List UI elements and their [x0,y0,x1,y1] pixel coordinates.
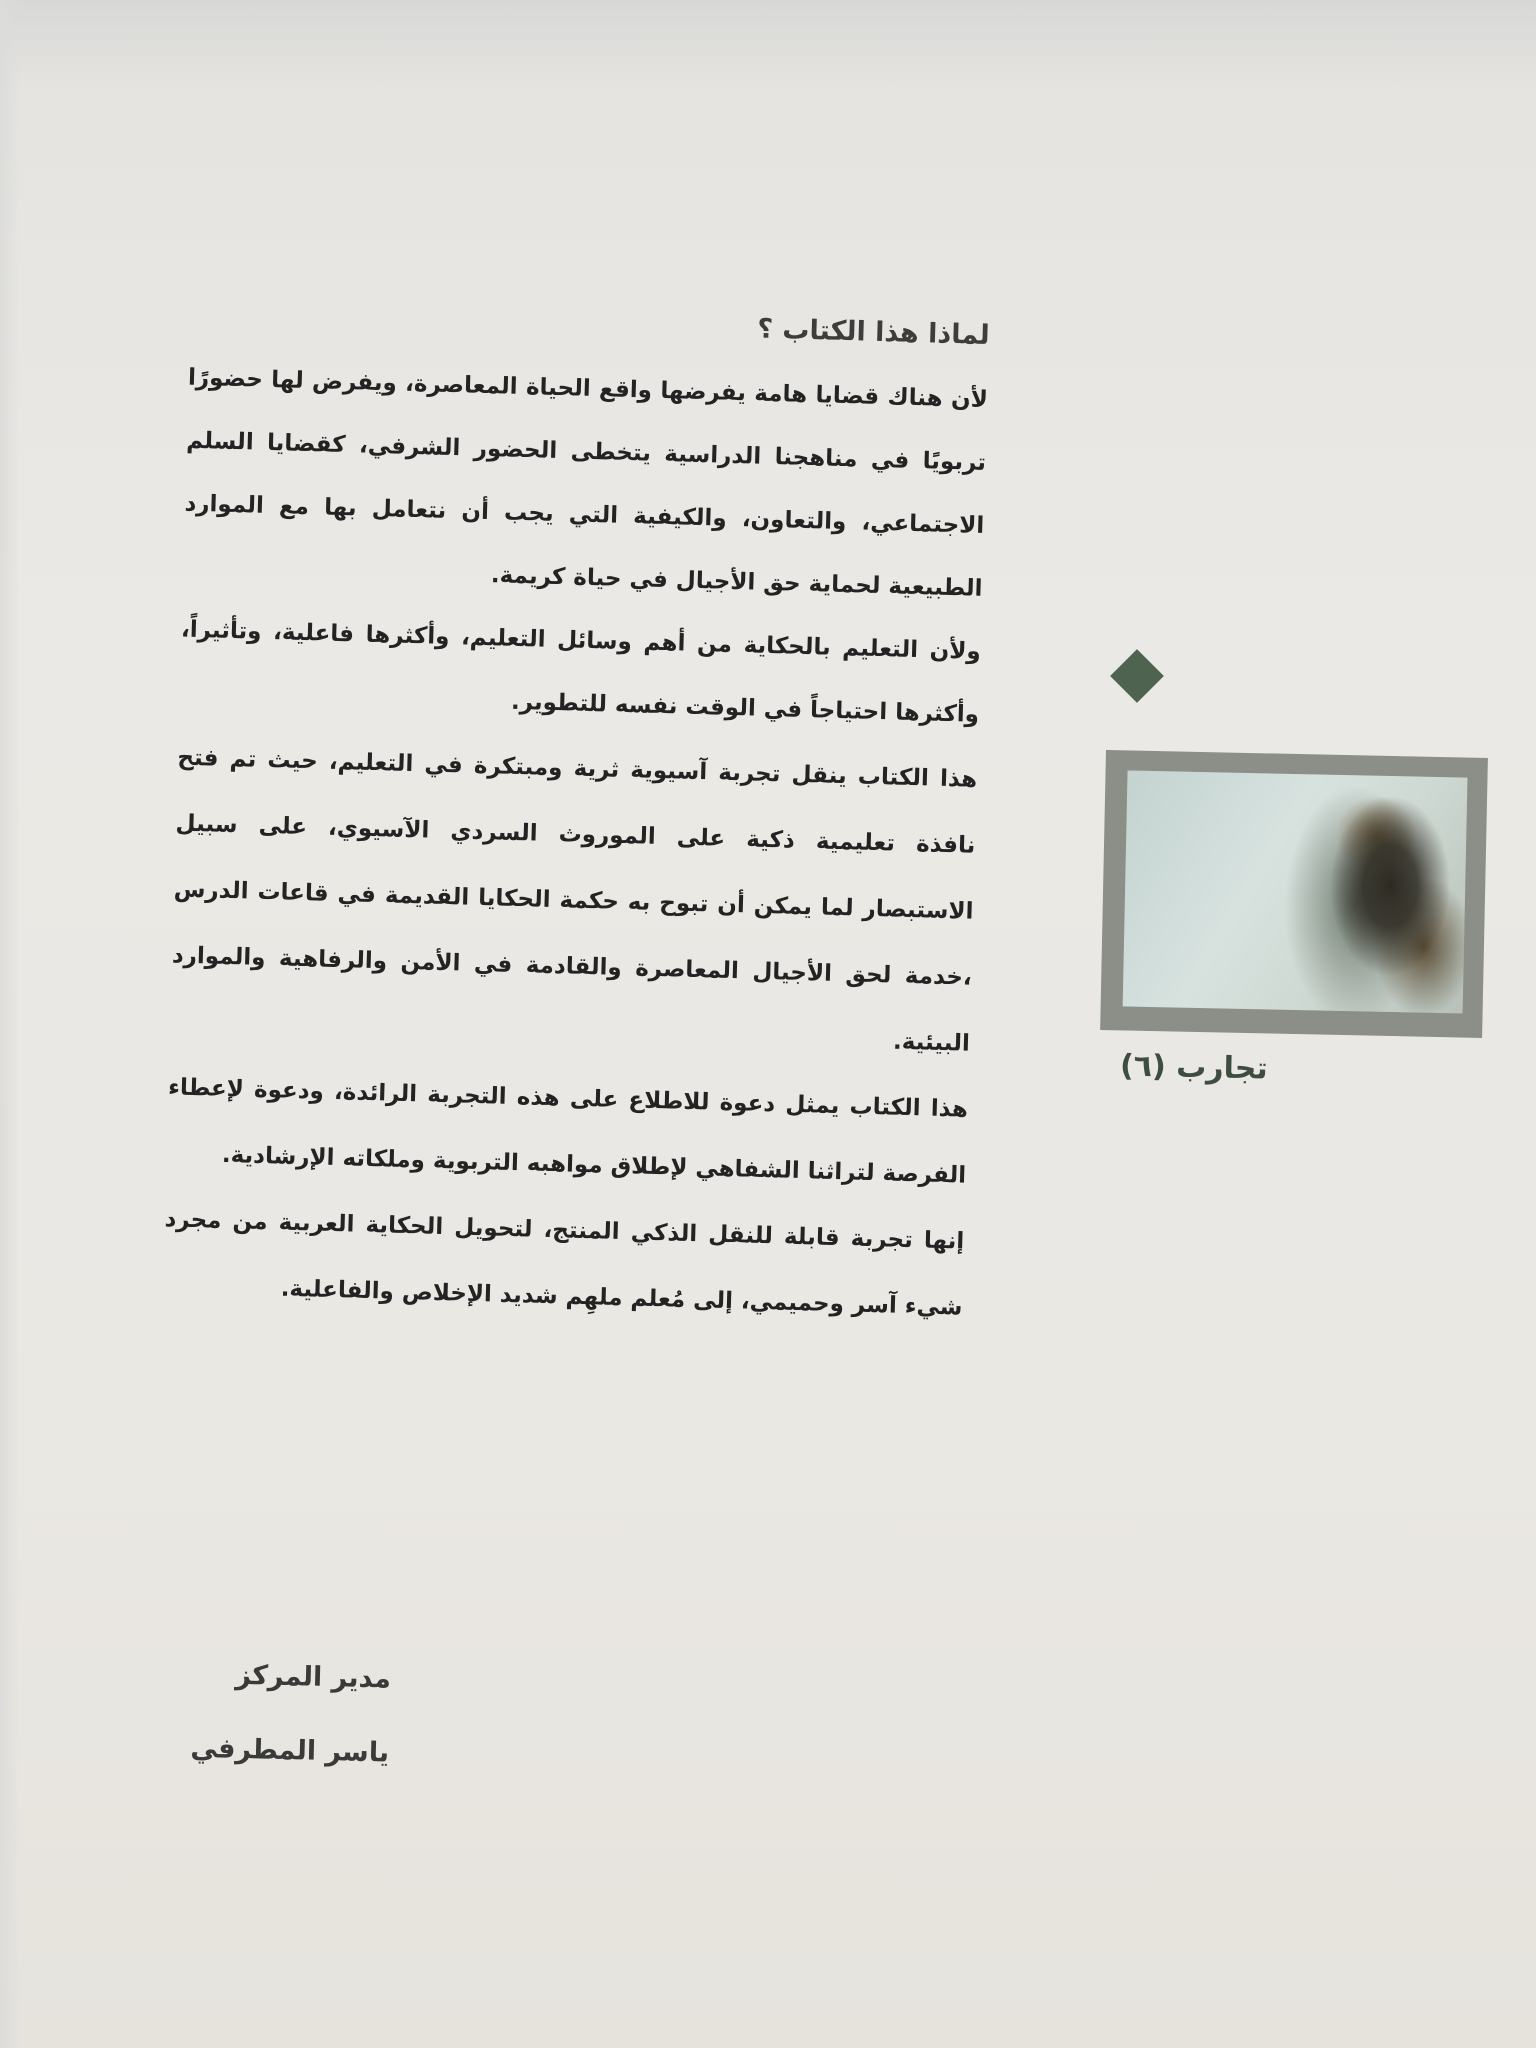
paragraph-1: لأن هناك قضايا هامة يفرضها واقع الحياة المعاصرة، ويفرض لها حضورًا تربويًا في مناهجنا الدراسية يتخطى الحضور الشرفي، كقضايا السلم الاجتماعي، والتعاون، والكيفية التي يجب أن نتعامل بها مع الموارد الطبيعية لحماية حق الأجيال في حياة كريمة. [184,364,989,602]
signature-block [178,1637,392,1790]
page-top-shadow [0,0,1536,90]
page-left-edge [0,0,20,2048]
series-label: تجارب (٦) [1119,1048,1269,1087]
section-heading: لماذا هذا الكتاب ؟ [756,313,990,351]
paragraph-3: هذا الكتاب ينقل تجربة آسيوية ثرية ومبتكرة في التعليم، حيث تم فتح نافذة تعليمية ذكية على الموروث السردي الآسيوي، على سبيل الاستبصار لما يمكن أن تبوح به حكمة الحكايا القديمة في قاعات الدرس ،خدمة لحق الأجيال المعاصرة والقادمة في الأمن والرفاهية والموارد البيئية. [171,744,978,1057]
paragraph-2: ولأن التعليم بالحكاية من أهم وسائل التعليم، وأكثرها فاعلية، وتأثيراً، وأكثرها احتياجاً في الوقت نفسه للتطوير. [180,616,982,728]
diamond-ornament-icon [1110,649,1164,703]
cover-thumbnail-frame [1100,750,1488,1038]
paragraph-4: هذا الكتاب يمثل دعوة للاطلاع على هذه التجربة الرائدة، ودعوة لإعطاء الفرصة لتراثنا الشفاهي لإطلاق مواهبه التربوية وملكاته الإرشادية. [167,1074,969,1189]
signature-title: مدير المركز [235,1659,392,1695]
paragraph-5: إنها تجربة قابلة للنقل الذكي المنتج، لتحويل الحكاية العربية من مجرد شيء آسر وحميمي، إلى مُعلم ملهِم شديد الإخلاص والفاعلية. [164,1206,965,1321]
signature-name: ياسر المطرفي [190,1732,390,1769]
abstract-painting-image [1123,770,1468,1013]
main-text-block [162,298,990,1341]
